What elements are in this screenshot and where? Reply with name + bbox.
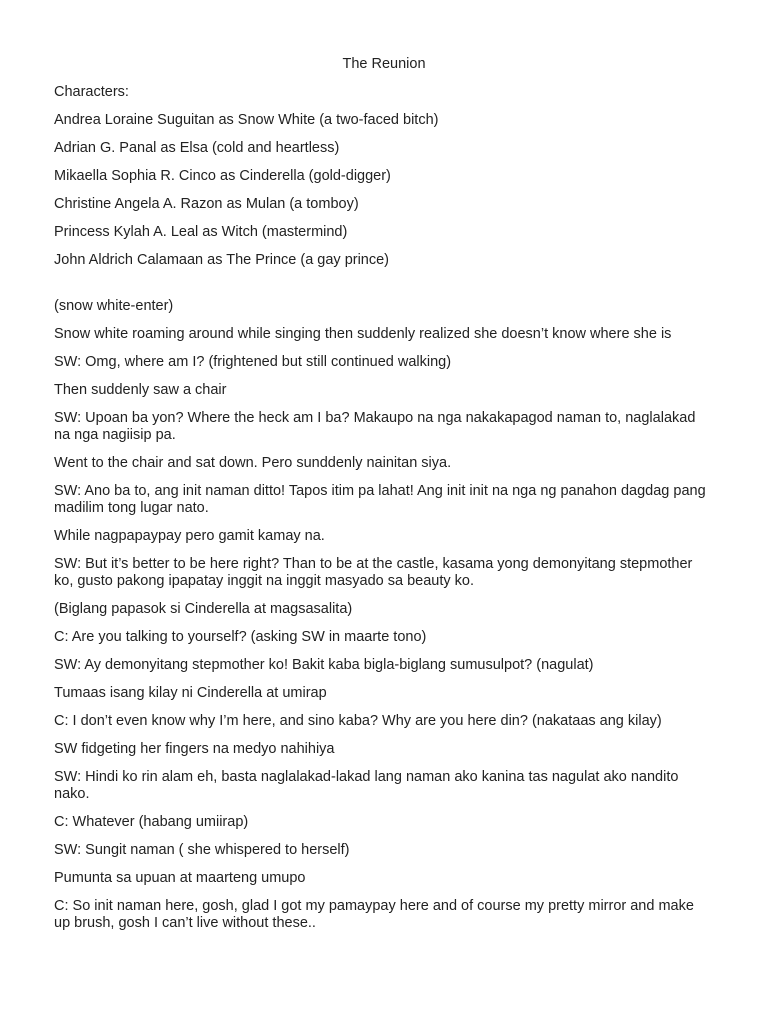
script-line: Then suddenly saw a chair <box>54 382 227 398</box>
script-line: SW: Sungit naman ( she whispered to herself) <box>54 842 350 858</box>
cast-line: Christine Angela A. Razon as Mulan (a tomboy) <box>54 196 359 212</box>
script-line: SW: Omg, where am I? (frightened but still continued walking) <box>54 354 452 370</box>
cast-line: Andrea Loraine Suguitan as Snow White (a two-faced bitch) <box>54 112 439 128</box>
section-spacer <box>54 280 714 298</box>
script-line: (snow white-enter) <box>54 298 174 314</box>
script-line: SW: Ay demonyitang stepmother ko! Bakit kaba bigla-biglang sumusulpot? (nagulat) <box>54 657 594 673</box>
script-line: Snow white roaming around while singing then suddenly realized she doesn’t know where she is <box>54 326 672 342</box>
characters-heading: Characters: <box>54 84 129 100</box>
document-body <box>54 84 714 943</box>
cast-line: Adrian G. Panal as Elsa (cold and heartless) <box>54 140 340 156</box>
script-line: C: Whatever (habang umiirap) <box>54 814 249 830</box>
script-line: Pumunta sa upuan at maarteng umupo <box>54 870 306 886</box>
script-line: SW: Upoan ba yon? Where the heck am I ba? Makaupo na nga nakakapagod naman to, naglalakad na nga nagiisip pa. <box>54 410 696 443</box>
script-line: While nagpapaypay pero gamit kamay na. <box>54 528 325 544</box>
cast-line: John Aldrich Calamaan as The Prince (a gay prince) <box>54 252 390 268</box>
cast-line: Mikaella Sophia R. Cinco as Cinderella (gold-digger) <box>54 168 391 184</box>
script-line: SW: But it’s better to be here right? Than to be at the castle, kasama yong demonyitang stepmother ko, gusto pakong ipapatay inggit na inggit masyado sa beauty ko. <box>54 556 693 589</box>
script-line: C: So init naman here, gosh, glad I got my pamaypay here and of course my pretty mirror and make up brush, gosh I can’t live without these.. <box>54 898 694 931</box>
script-line: Tumaas isang kilay ni Cinderella at umirap <box>54 685 327 701</box>
script-line: Went to the chair and sat down. Pero sunddenly nainitan siya. <box>54 455 452 471</box>
document-title: The Reunion <box>342 56 426 72</box>
script-line: C: I don’t even know why I’m here, and sino kaba? Why are you here din? (nakataas ang kilay) <box>54 713 662 729</box>
script-line: SW: Hindi ko rin alam eh, basta naglalakad-lakad lang naman ako kanina tas nagulat ako nandito nako. <box>54 769 679 802</box>
script-line: (Biglang papasok si Cinderella at magsasalita) <box>54 601 353 617</box>
script-line: C: Are you talking to yourself? (asking SW in maarte tono) <box>54 629 427 645</box>
script-line: SW fidgeting her fingers na medyo nahihiya <box>54 741 335 757</box>
script-line: SW: Ano ba to, ang init naman ditto! Tapos itim pa lahat! Ang init init na nga ng panahon dagdag pang madilim tong lugar nato. <box>54 483 706 516</box>
cast-line: Princess Kylah A. Leal as Witch (mastermind) <box>54 224 348 240</box>
